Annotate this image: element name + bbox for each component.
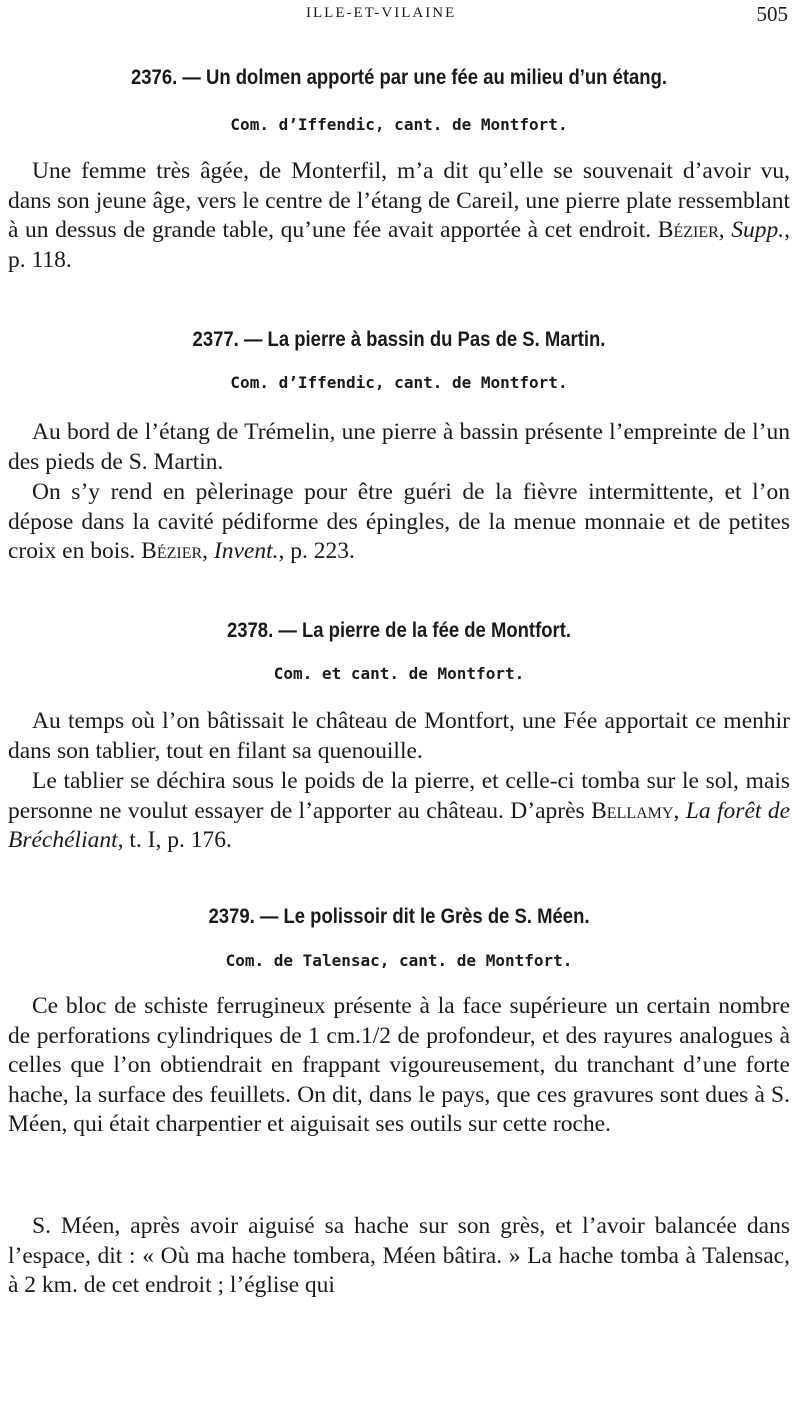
entry-paragraph: Une femme très âgée, de Monterfil, m’a dit qu’elle se souvenait d’avoir vu, dans son jeune âge, vers le centre de l’étang de Careil, une pierre plate ressemblant à un dessus de grande table, qu’une fée avait apportée à cet endroit. Bézier, Supp., p. 118. — [8, 158, 791, 273]
entry-paragraph: On s’y rend en pèlerinage pour être guéri de la fièvre intermittente, et l’on dépose dans la cavité pédiforme des épingles, de la menue monnaie et de petites croix en bois. Bézier, Invent., p. 223. — [8, 479, 790, 565]
citation-page: p. 118. — [8, 246, 72, 273]
entry-location-2378: Com. et cant. de Montfort. — [273, 664, 525, 683]
page-number: 505 — [756, 2, 788, 26]
running-head: ILLE-ET-VILAINE — [306, 5, 457, 21]
entry-location-2377: Com. d’Iffendic, cant. de Montfort. — [230, 373, 568, 392]
citation-author: Bézier — [657, 217, 719, 244]
citation-title: Supp. — [731, 217, 785, 244]
entry-title-2379: 2379. — Le polissoir dit le Grès de S. Méen. — [208, 905, 590, 928]
entry-location-2376: Com. d’Iffendic, cant. de Montfort. — [230, 115, 568, 134]
citation-page: p. 176. — [167, 827, 232, 854]
citation-page: p. 223. — [290, 538, 355, 565]
citation-title: La forêt de Bréchéliant — [8, 797, 791, 854]
entry-title-2377: 2377. — La pierre à bassin du Pas de S. Martin. — [192, 328, 606, 351]
citation-author: Bézier — [141, 538, 203, 565]
entry-paragraph: Au temps où l’on bâtissait le château de Montfort, une Fée apportait ce menhir dans son tablier, tout en filant sa quenouille. — [8, 708, 790, 764]
entry-paragraph: S. Méen, après avoir aiguisé sa hache sur son grès, et l’avoir balancée dans l’espace, dit : « Où ma hache tombera, Méen bâtira. » La hache tomba à Talensac, à 2 km. de cet endroit ; l’église qui — [8, 1213, 790, 1299]
citation-author: Bellamy — [591, 797, 674, 824]
entry-paragraph: Au bord de l’étang de Trémelin, une pierre à bassin présente l’empreinte de l’un des pieds de S. Martin. — [8, 419, 790, 475]
entry-title-2378: 2378. — La pierre de la fée de Montfort. — [226, 619, 572, 642]
citation-title: Invent. — [213, 538, 279, 565]
citation-volume: t. I, — [129, 827, 162, 854]
entry-location-2379: Com. de Talensac, cant. de Montfort. — [225, 951, 573, 970]
entry-title-2376: 2376. — Un dolmen apporté par une fée au milieu d’un étang. — [130, 66, 668, 89]
entry-paragraph: Ce bloc de schiste ferrugineux présente à la face supérieure un certain nombre de perforations cylindriques de 1 cm.1/2 de profondeur, et des rayures analogues à celles que l’on obtiendrait en frappant vigoureusement, du tranchant d’une forte hache, la surface des feuillets. On dit, dans le pays, que ces gravures sont dues à S. Méen, qui était charpentier et aiguisait ses outils sur cette roche. — [8, 993, 790, 1138]
page-header — [0, 0, 798, 30]
entry-paragraph: Le tablier se déchira sous le poids de la pierre, et celle-ci tomba sur le sol, mais personne ne voulut essayer de l’apporter au château. D’après Bellamy, La forêt de Bréchéliant, t. I, p. 176. — [8, 768, 791, 854]
